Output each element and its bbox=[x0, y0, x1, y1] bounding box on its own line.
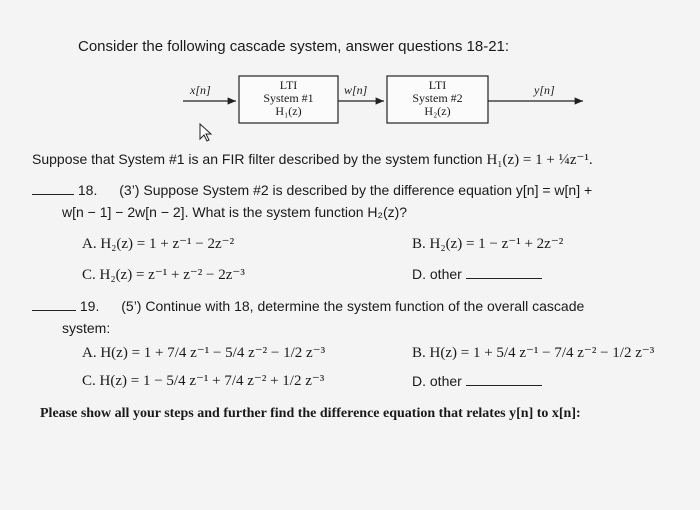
q19-option-a: A. H(z) = 1 + 7/4 z⁻¹ − 5/4 z⁻² − 1/2 z⁻³ bbox=[82, 345, 326, 361]
q18-answer-blank[interactable] bbox=[32, 194, 74, 195]
q18-option-b: B. H₂(z) = 1 − z⁻¹ + 2z⁻² bbox=[412, 236, 564, 252]
q19-line1 bbox=[32, 298, 584, 314]
q18-option-d: D. other bbox=[412, 266, 462, 282]
intro-math: H₁(z) = 1 + ¼z⁻¹. bbox=[486, 152, 593, 168]
q18-line1 bbox=[32, 182, 592, 198]
q18-option-d-row bbox=[412, 266, 542, 282]
intro-line bbox=[32, 150, 593, 169]
system-2-label bbox=[387, 79, 488, 118]
q19-option-b: B. H(z) = 1 + 5/4 z⁻¹ − 7/4 z⁻² − 1/2 z⁻³ bbox=[412, 345, 655, 361]
q19-other-blank[interactable] bbox=[466, 385, 542, 386]
intro-text: Suppose that System #1 is an FIR filter described by the system function bbox=[32, 151, 487, 167]
q19-text1: Continue with 18, determine the system function of the overall cascade bbox=[145, 298, 585, 314]
q19-answer-blank[interactable] bbox=[32, 310, 76, 311]
q18-other-blank[interactable] bbox=[466, 278, 542, 279]
system-2-line3: H₂(z) bbox=[424, 104, 451, 118]
mouse-cursor-icon bbox=[200, 124, 211, 141]
q19-option-c: C. H(z) = 1 − 5/4 z⁻¹ + 7/4 z⁻² + 1/2 z⁻³ bbox=[82, 373, 325, 389]
heading: Consider the following cascade system, answer questions 18-21: bbox=[78, 38, 510, 55]
q19-text2: system: bbox=[62, 320, 111, 336]
q19-option-d: D. other bbox=[412, 373, 462, 389]
mid-label: w[n] bbox=[344, 83, 368, 97]
input-label: x[n] bbox=[190, 83, 211, 97]
system-1-line1: LTI bbox=[279, 78, 298, 92]
q18-text1: Suppose System #2 is described by the difference equation y[n] = w[n] + bbox=[143, 182, 593, 198]
q18-option-c: C. H₂(z) = z⁻¹ + z⁻² − 2z⁻³ bbox=[82, 267, 245, 283]
system-2-line1: LTI bbox=[428, 78, 447, 92]
footer-instruction: Please show all your steps and further find the difference equation that relates y[n] to x[n]: bbox=[40, 406, 581, 421]
system-2-line2: System #2 bbox=[412, 91, 463, 105]
system-1-line3: H₁(z) bbox=[275, 104, 302, 118]
system-1-line2: System #1 bbox=[263, 91, 314, 105]
output-label: y[n] bbox=[534, 83, 555, 97]
q19-points: (5’) bbox=[121, 298, 142, 314]
system-1-label bbox=[239, 79, 338, 118]
q18-number: 18. bbox=[77, 182, 98, 198]
q18-points: (3’) bbox=[119, 182, 140, 198]
q19-option-d-row bbox=[412, 373, 542, 389]
q18-text2: w[n − 1] − 2w[n − 2]. What is the system function H₂(z)? bbox=[62, 204, 408, 220]
q19-number: 19. bbox=[79, 298, 100, 314]
q18-option-a: A. H₂(z) = 1 + z⁻¹ − 2z⁻² bbox=[82, 236, 235, 252]
